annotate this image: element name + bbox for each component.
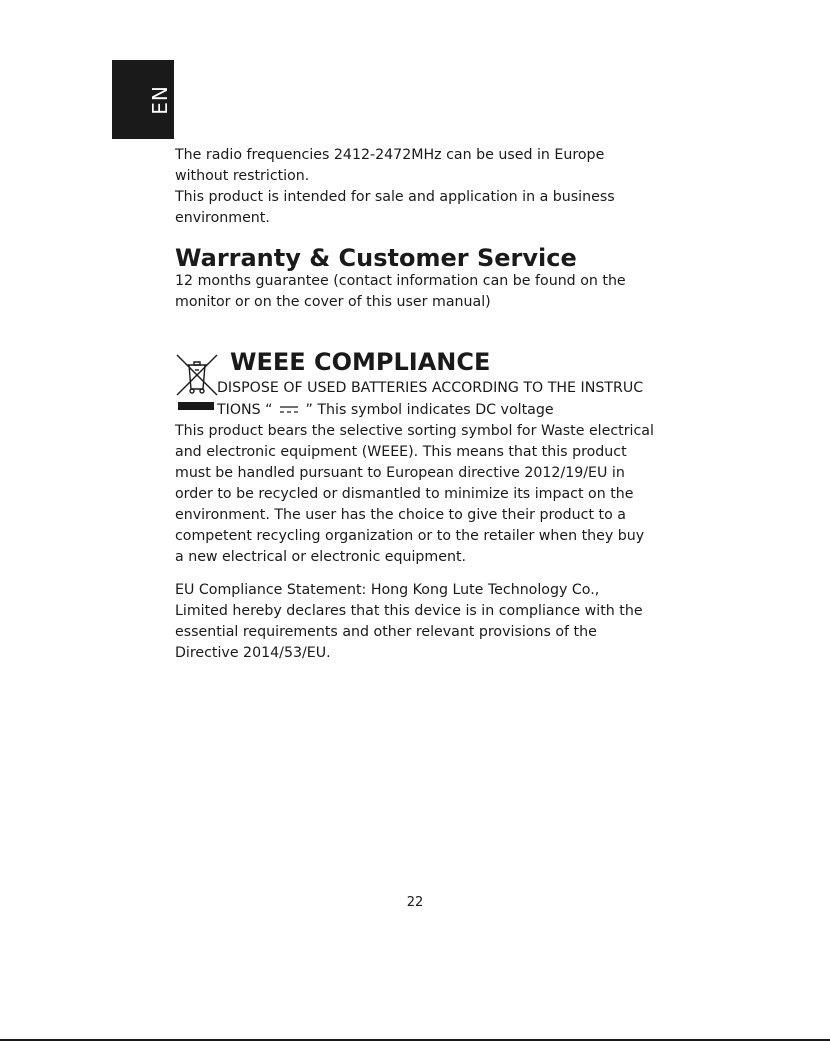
dc-voltage-icon [279,405,299,415]
radio-frequency-text: The radio frequencies 2412-2472MHz can be used in Europe without restriction. [175,147,605,184]
warranty-heading: Warranty & Customer Service [175,244,577,272]
battery-notice-line-2-start: TIONS “ [217,402,273,418]
eu-compliance-statement: EU Compliance Statement: Hong Kong Lute Technology Co., Limited hereby declares that this device is in compliance with the essential requirements and other relevant provisions of the Directive 2014/53/EU. [175,582,643,661]
weee-body-text: This product bears the selective sorting symbol for Waste electrical and electronic equipment (WEEE). This means that this product must be handled pursuant to European directive 2012/19/EU in order to be recycled or dismantled to minimize its impact on the environment. The user has the choice to give their product to a competent recycling organization or to the retailer when they buy a new electrical or electronic equipment. [175,423,654,565]
weee-section [175,345,655,425]
battery-notice-line-2-end: ” This symbol indicates DC voltage [305,402,554,418]
language-tab [112,60,174,139]
business-use-text: This product is intended for sale and application in a business environment. [175,189,615,226]
battery-notice-line-1: DISPOSE OF USED BATTERIES ACCORDING TO THE INSTRUC [217,380,644,396]
crossed-out-wheelie-bin-icon [175,353,219,397]
weee-heading: WEEE COMPLIANCE [230,348,491,376]
page-number: 22 [406,895,424,910]
radio-frequency-paragraph [175,145,655,229]
weee-bar-mark [178,402,214,410]
language-label: EN [148,85,172,115]
warranty-text: 12 months guarantee (contact information can be found on the monitor or on the cover of this user manual) [175,273,626,310]
battery-notice-line-2 [217,400,554,421]
